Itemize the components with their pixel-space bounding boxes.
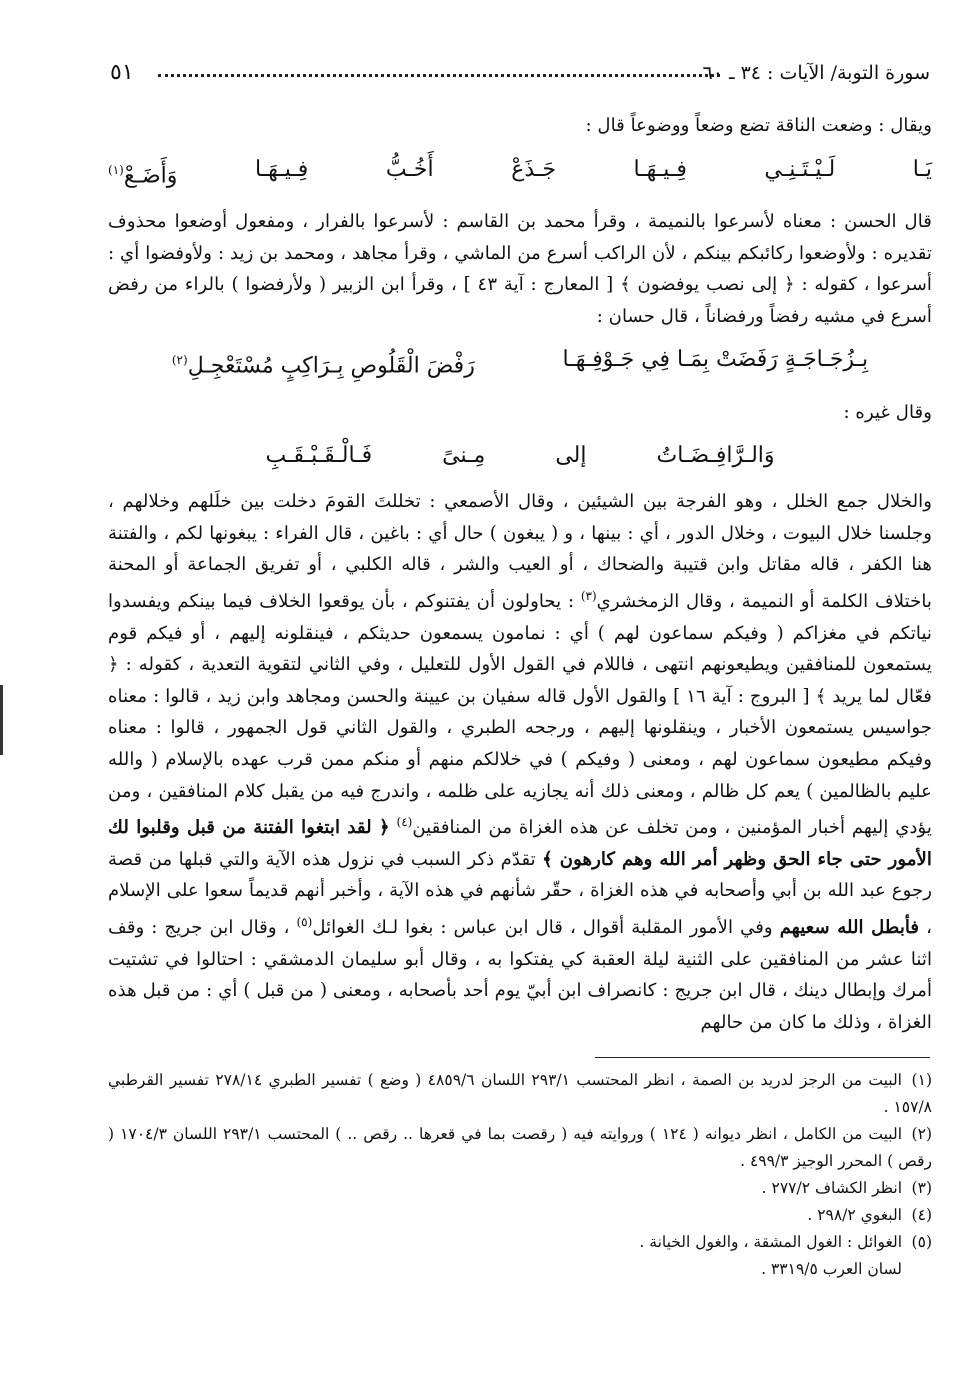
- poem-verse-2: [108, 338, 932, 388]
- footnote: (٢)البيت من الكامل ، انظر ديوانه ( ١٢٤ ) وروايته فيه ( رقصت بما في قعرها .. رقص .. ) المحتسب ٢٩٣/١ اللسان ١٧٠٤/٣ ( رقص ) المحرر الوجيز ٤٩٩/٣ .: [108, 1125, 932, 1170]
- verse-hemistich: رَفْضَ الْقَلُوصِ بِـرَاكِبٍ مُسْتَعْجِـلِ$^{(٢)}$: [171, 353, 475, 379]
- verse-word: وَالـرَّافِـضَـاتُ: [656, 443, 775, 469]
- footnote-continuation: لسان العرب ٣٣١٩/٥ .: [761, 1260, 902, 1278]
- verse-word: فِـيـهَـا: [633, 156, 687, 182]
- poem-verse-1: [108, 148, 932, 198]
- main-text: [108, 110, 932, 1039]
- verse-word: يَـا: [912, 156, 932, 182]
- page-number: ٥١: [110, 60, 134, 85]
- verse-word: فِـيـهَـا: [254, 156, 309, 182]
- verse-word: جَـذَعْ: [511, 156, 556, 182]
- paragraph: والخلال جمع الخلل ، وهو الفرجة بين الشيئين ، وقال الأصمعي : تخللتَ القومَ دخلت بين خلَلهم وخلالهم ، وجلسنا خلال البيوت ، وخلال الدور ، أي : بينها ، و ( يبغون ) حال أي : باغين ، قال الفراء : يبغونها لكم ، والفتنة هنا الكفر ، قاله مقاتل وابن قتيبة والضحاك ، أو العيب والشر ، قاله الكلبي ، أو تفريق الجماعة أو المحنة باختلاف الكلمة أو النميمة ، وقال الزمخشري$^{(٣)}$ : يحاولون أن يفتنوكم ، بأن يوقعوا الخلاف فيما بينكم ويفسدوا نياتكم في مغزاكم ( وفيكم سماعون لهم ) أي : نمامون يسمعون حديثكم ، فينقلونه إليهم ، أو فيكم قوم يستمعون للمنافقين ويطيعونهم انتهى ، فاللام في القول الأول للتعليل ، وفي الثاني لتقوية التعدية ، كقوله : ﴿ فعّال لما يريد ﴾ [ البروج : آية ١٦ ] والقول الأول قاله سفيان بن عيينة والحسن ومجاهد وابن زيد ، قالوا : معناه جواسيس يستمعون الأخبار ، وينقلونها إليهم ، ورجحه الطبري ، والقول الثاني قول الجمهور ، قالوا : معناه وفيكم مطيعون سماعون لهم ، ومعنى ( وفيكم ) في خلالكم منهم أو منكم ممن قرب عهده بالإسلام ( والله عليم بالظالمين ) يعم كل ظالم ، ومعنى ذلك أنه يجازيه على ظلمه ، واندرج فيه من يقبل كلام المنافقين ، ومن يؤدي إليهم أخبار المؤمنين ، ومن تخلف عن هذه الغزاة من المنافقين$^{(٤)}$ ﴿ لقد ابتغوا الفتنة من قبل وقلبوا لك الأمور حتى جاء الحق وظهر أمر الله وهم كارهون ﴾ تقدّم ذكر السبب في نزول هذه الآية والتي قبلها من قصة رجوع عبد الله بن أبي وأصحابه في هذه الغزاة ، حقّر شأنهم في هذه الآية ، وأخبر أنهم قديماً سعوا على الإسلام ، فأبطل الله سعيهم وفي الأمور المقلبة أقوال ، قال ابن عباس : بغوا لـك الغوائل$^{(٥)}$ ، وقال ابن جريج : وقف اثنا عشر من المنافقين على الثنية ليلة العقبة كي يفتكوا به ، وقال أبو سليمان الدمشقي : احتالوا في تشتيت أمرك وإبطال دينك ، قال ابن جريج : كانصراف ابن أبيّ يوم أحد بأصحابه ، ومعنى ( من قبل ) أي : من قبل هذه الغزاة ، وذلك ما كان من حالهم: [108, 491, 932, 1033]
- footnote-ref: (١): [108, 162, 124, 177]
- footnote-separator: [595, 1057, 930, 1058]
- header-dotted-leader: [158, 74, 720, 77]
- verse-word: أَخُـبُّ: [385, 156, 434, 182]
- footnote-ref: (٤): [396, 815, 413, 830]
- footnote: (٣)انظر الكشاف ٢٧٧/٢ .: [761, 1179, 932, 1197]
- verse-word: إلى: [555, 443, 587, 469]
- quran-quote: ﴿ لقد ابتغوا الفتنة من قبل وقلبوا لك الأمور حتى جاء الحق وظهر أمر الله وهم كارهون ﴾: [108, 817, 932, 870]
- verse-word: وَأَضَـعْ$^{(١)}$: [108, 162, 178, 188]
- footnote: (٥)الغوائل : الغول المشقة ، والغول الخيانة .: [639, 1233, 932, 1251]
- footnote-ref: (٢): [171, 353, 188, 368]
- verse-hemistich: بِـزُجَـاجَـةٍ رَفَضَتْ بِمَـا فِي جَـوْفِـهَـا: [562, 347, 869, 373]
- scan-edge-mark: [0, 685, 3, 755]
- verse-word: لَـيْـتَـنِـي: [764, 156, 836, 182]
- text-line: وقال غيره :: [843, 401, 932, 423]
- verse-word: مِـنىً: [442, 443, 486, 469]
- verse-word: فَـالْـقَـبْـقَـبِ: [265, 443, 373, 469]
- surah-title: سورة التوبة/ الآيات : ٣٤ ـ ٦٠: [702, 62, 930, 84]
- footnotes: [108, 1067, 932, 1283]
- footnote-ref: (٥): [296, 915, 313, 930]
- text-line: ويقال : وضعت الناقة تضع وضعاً ووضوعاً قال :: [585, 115, 932, 136]
- footnote-ref: (٣): [580, 589, 597, 603]
- footnote: (٤)البغوي ٢٩٨/٢ .: [807, 1206, 932, 1224]
- bold-phrase: فأبطل الله سعيهم: [779, 917, 920, 939]
- paragraph: قال الحسن : معناه لأسرعوا بالنميمة ، وقرأ محمد بن القاسم : لأسرعوا بالفرار ، ومفعول أوضعوا محذوف تقديره : ولأوضعوا ركائبكم بينكم ، لأن الراكب أسرع من الماشي ، وقرأ مجاهد ، ومحمد بن زيد : ولأوفضوا أي : أسرعوا ، كقوله : ﴿ إلى نصب يوفضون ﴾ [ المعارج : آية ٤٣ ] ، وقرأ ابن الزبير ( ولأرفضوا ) بالراء من رفض أسرع في مشيه رفضاً ورفضاناً ، قال حسان :: [108, 210, 932, 327]
- footnote: (١)البيت من الرجز لدريد بن الصمة ، انظر المحتسب ٢٩٣/١ اللسان ٤٨٥٩/٦ ( وضع ) تفسير الطبري ٢٧٨/١٤ تفسير القرطبي ١٥٧/٨ .: [108, 1071, 932, 1116]
- page-header: [110, 58, 930, 92]
- poem-verse-3: [108, 434, 932, 478]
